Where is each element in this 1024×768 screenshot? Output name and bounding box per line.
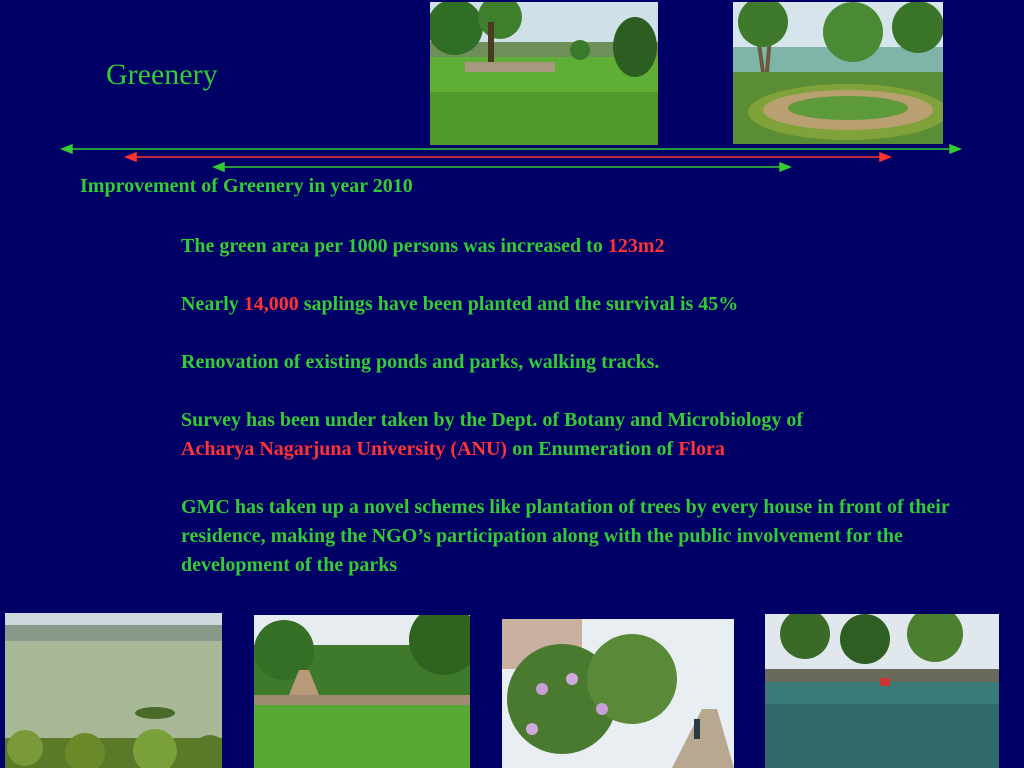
flora-label: Flora xyxy=(678,438,725,460)
photo-canal xyxy=(765,614,999,768)
divider-arrows xyxy=(0,140,1024,176)
red-arrow xyxy=(126,153,890,161)
point-survey: Survey has been under taken by the Dept. of Botany and Microbiology of Acharya Nagarjuna University (ANU) on Enumeration of Flora xyxy=(181,409,804,460)
point-renovation: Renovation of existing ponds and parks, walking tracks. xyxy=(181,351,660,373)
photo-palm-garden xyxy=(733,2,943,144)
university-name: Acharya Nagarjuna University (ANU) xyxy=(181,438,508,460)
body-text xyxy=(181,232,981,609)
green-area-value: 123m2 xyxy=(607,235,665,257)
green-arrow-long xyxy=(62,145,960,153)
photo-flower-garden xyxy=(502,619,734,768)
section-heading: Improvement of Greenery in year 2010 xyxy=(80,175,413,197)
green-arrow-short xyxy=(214,163,790,171)
photo-park-monument xyxy=(254,615,470,768)
saplings-count: 14,000 xyxy=(243,293,299,315)
photo-lake xyxy=(5,613,222,768)
point-gmc: GMC has taken up a novel schemes like plantation of trees by every house in front of their residence, making the NGO’s participation along with the public involvement for the development of the parks xyxy=(181,496,950,576)
point-green-area: The green area per 1000 persons was increased to 123m2 xyxy=(181,235,665,257)
photo-lawn-park xyxy=(430,2,658,145)
slide-title: Greenery xyxy=(106,58,218,91)
point-saplings: Nearly 14,000 saplings have been planted and the survival is 45% xyxy=(181,293,739,315)
